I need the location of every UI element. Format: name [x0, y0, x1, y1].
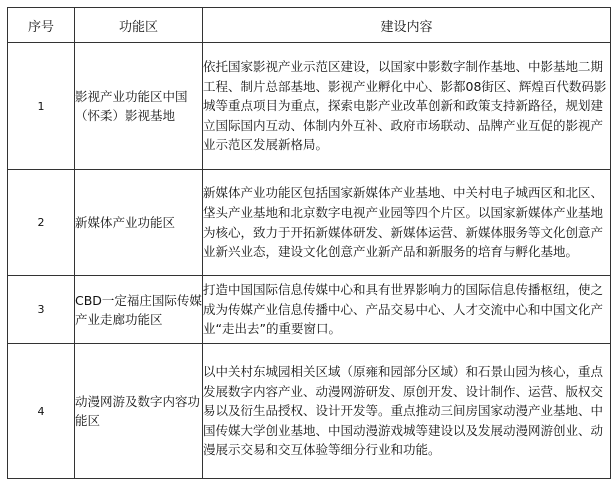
header-no: 序号 [8, 8, 75, 43]
row-number: 2 [8, 170, 75, 276]
header-zone: 功能区 [75, 8, 203, 43]
row-number: 4 [8, 344, 75, 479]
table-row [8, 43, 611, 170]
table-header-row [8, 8, 611, 43]
row-number: 1 [8, 43, 75, 170]
row-content: 打造中国国际信息传媒中心和具有世界影响力的国际信息传播枢纽，使之成为传媒产业信息传播中心、产品交易中心、人才交流中心和中国文化产业“走出去”的重要窗口。 [203, 276, 611, 344]
row-content: 新媒体产业功能区包括国家新媒体产业基地、中关村电子城西区和北区、垡头产业基地和北京数字电视产业园等四个片区。以国家新媒体产业基地为核心，致力于开拓新媒体研发、新媒体运营、新媒体服务等文化创意产业新兴业态，建设文化创意产业新产品和新服务的培育与孵化基地。 [203, 170, 611, 276]
row-zone: 新媒体产业功能区 [75, 170, 203, 276]
row-zone: CBD一定福庄国际传媒产业走廊功能区 [75, 276, 203, 344]
table-row [8, 344, 611, 479]
header-content: 建设内容 [203, 8, 611, 43]
table-row [8, 170, 611, 276]
row-content: 依托国家影视产业示范区建设，以国家中影数字制作基地、中影基地二期工程、制片总部基地、影视产业孵化中心、影都08街区、辉煌百代数码影城等重点项目为重点，探索电影产业改革创新和政策支持新路径，规划建立国际国内互动、体制内外互补、政府市场联动、品牌产业互促的影视产业示范区发展新格局。 [203, 43, 611, 170]
functional-zones-table [7, 7, 611, 479]
row-number: 3 [8, 276, 75, 344]
table-row [8, 276, 611, 344]
row-zone: 影视产业功能区中国（怀柔）影视基地 [75, 43, 203, 170]
row-content: 以中关村东城园相关区域（原雍和园部分区域）和石景山园为核心，重点发展数字内容产业、动漫网游研发、原创开发、设计制作、运营、版权交易以及衍生品授权、设计开发等。重点推动三间房国家动漫产业基地、中国传媒大学创业基地、中国动漫游戏城等建设以及发展动漫网游创业、动漫展示交易和交互体验等细分行业和功能。 [203, 344, 611, 479]
row-zone: 动漫网游及数字内容功能区 [75, 344, 203, 479]
